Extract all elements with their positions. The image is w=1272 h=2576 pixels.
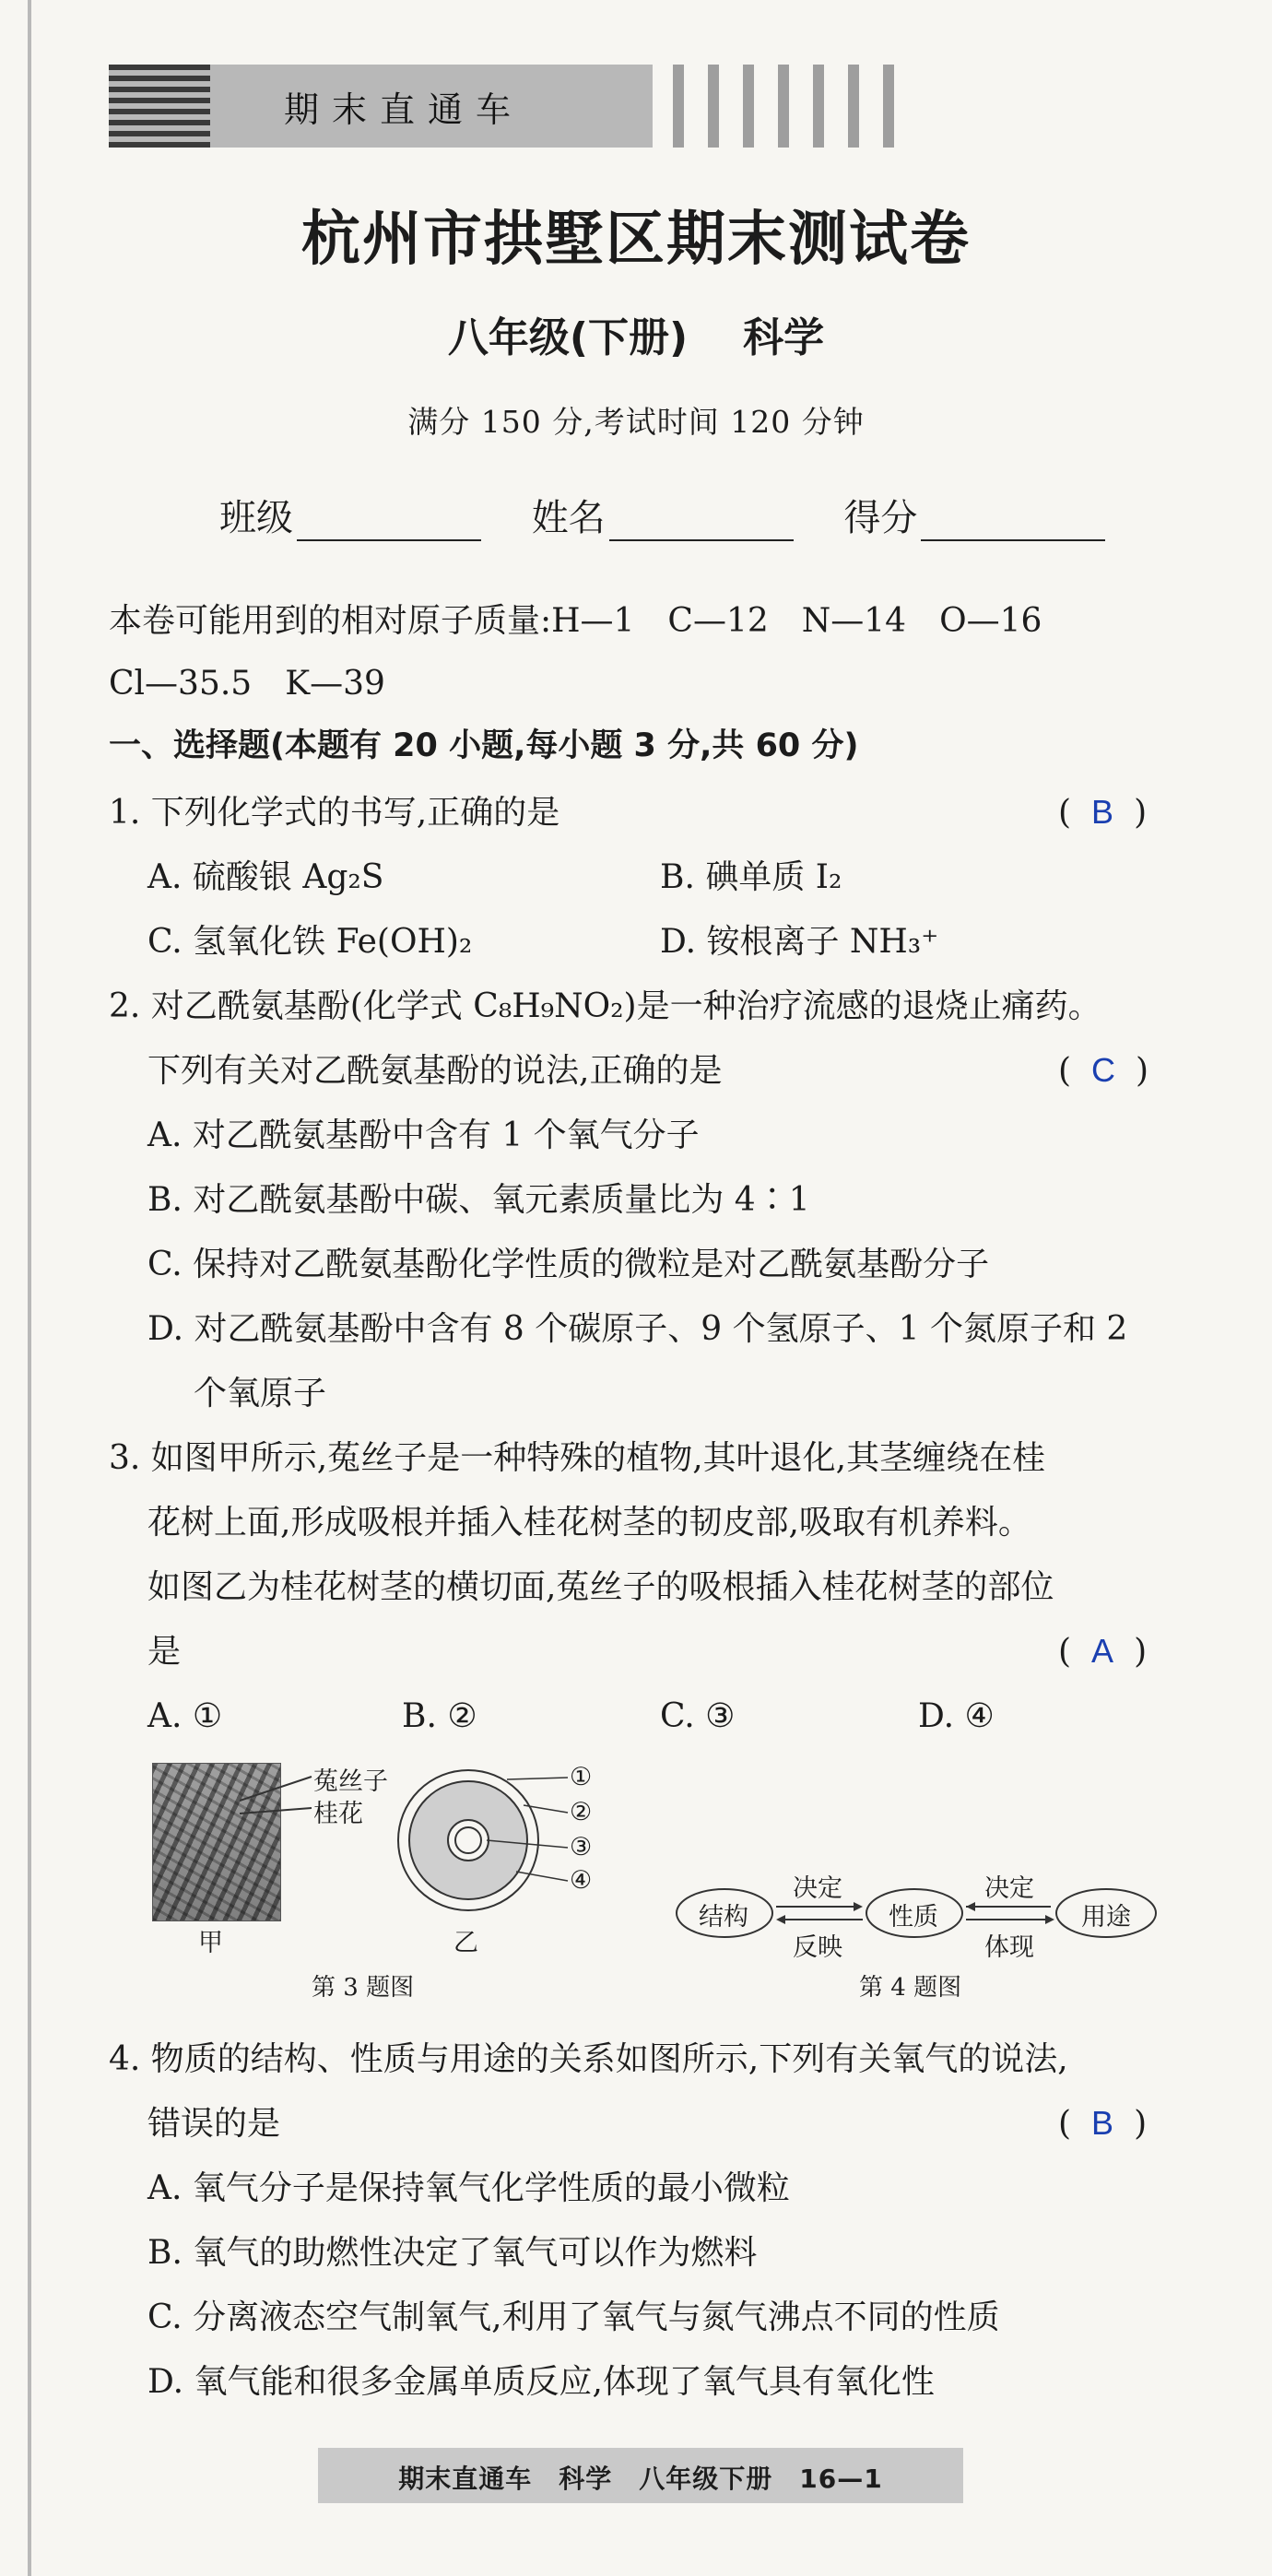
student-fields <box>219 489 1144 541</box>
atomic-mass-line1: 本卷可能用到的相对原子质量:H—1 C—12 N—14 O—16 <box>109 602 1042 640</box>
photo-leader-lines <box>240 1766 313 1821</box>
header-bars <box>673 65 922 148</box>
score-blank[interactable] <box>921 506 1105 541</box>
exam-info: 满分 150 分,考试时间 120 分钟 <box>407 404 865 440</box>
q3-option-b: B. ② <box>402 1697 477 1735</box>
q1-answer: ( B ) <box>1058 793 1148 832</box>
q3-stem-line3: 如图乙为桂花树茎的横切面,菟丝子的吸根插入桂花树茎的部位 <box>147 1568 1054 1606</box>
q1-option-c: C. 氢氧化铁 Fe(OH)₂ <box>147 923 473 961</box>
q2-option-d-line2: 个氧原子 <box>194 1375 327 1412</box>
q2-option-d-line1: D. 对乙酰氨基酚中含有 8 个碳原子、9 个氢原子、1 个氮原子和 2 <box>147 1310 1128 1348</box>
q1-option-b: B. 碘单质 I₂ <box>660 858 842 896</box>
class-blank[interactable] <box>297 506 481 541</box>
exam-subtitle <box>0 304 1272 363</box>
q3-stem-line1: 3. 如图甲所示,菟丝子是一种特殊的植物,其叶退化,其茎缠绕在桂 <box>109 1439 1046 1477</box>
q1-option-d: D. 铵根离子 NH₃⁺ <box>660 923 939 961</box>
ring-label-3: ③ <box>570 1833 593 1861</box>
label-osmanthus: 桂花 <box>313 1800 363 1828</box>
node-usage: 用途 <box>1081 1903 1131 1932</box>
name-label: 姓名 <box>531 497 606 539</box>
arrow-label-embody: 体现 <box>984 1933 1034 1962</box>
arrow-label-determine-2: 决定 <box>984 1874 1034 1903</box>
class-label: 班级 <box>219 497 293 539</box>
banner-title: 期末直通车 <box>284 89 524 130</box>
q4-option-c: C. 分离液态空气制氧气,利用了氧气与氮气沸点不同的性质 <box>147 2298 1000 2336</box>
q4-answer: ( B ) <box>1058 2104 1148 2143</box>
q4-stem-line2: 错误的是 <box>147 2105 281 2143</box>
banner-stripes <box>109 65 210 148</box>
arrow-label-determine-1: 决定 <box>793 1874 842 1903</box>
q3-option-a: A. ① <box>147 1697 223 1735</box>
q3-answer: ( A ) <box>1058 1632 1148 1671</box>
node-structure: 结构 <box>699 1903 748 1932</box>
q2-answer: ( C ) <box>1058 1051 1149 1090</box>
q2-option-b: B. 对乙酰氨基酚中碳、氧元素质量比为 4∶1 <box>147 1181 810 1219</box>
footer-text: 期末直通车 科学 八年级下册 16—1 <box>398 2464 883 2494</box>
q1-option-a: A. 硫酸银 Ag₂S <box>147 858 384 896</box>
q1-stem: 1. 下列化学式的书写,正确的是 <box>109 794 560 832</box>
ring-label-4: ④ <box>570 1866 593 1895</box>
label-yi: 乙 <box>453 1929 478 1957</box>
q2-stem-line2: 下列有关对乙酰氨基酚的说法,正确的是 <box>147 1052 723 1090</box>
subject-label: 科学 <box>743 314 825 361</box>
q3-stem-line2: 花树上面,形成吸根并插入桂花树茎的韧皮部,吸取有机养料。 <box>147 1504 1031 1542</box>
node-property: 性质 <box>889 1903 938 1932</box>
q4-stem-line1: 4. 物质的结构、性质与用途的关系如图所示,下列有关氧气的说法, <box>109 2040 1068 2078</box>
score-label: 得分 <box>843 497 918 539</box>
page-edge-rule <box>28 0 31 2576</box>
exam-title: 杭州市拱墅区期末测试卷 <box>301 206 971 274</box>
grade-label: 八年级(下册) <box>447 314 689 361</box>
q2-option-a: A. 对乙酰氨基酚中含有 1 个氧气分子 <box>147 1117 700 1154</box>
q3-stem-line4: 是 <box>147 1633 182 1671</box>
q4-option-d: D. 氧气能和很多金属单质反应,体现了氧气具有氧化性 <box>147 2363 935 2401</box>
ring-label-2: ② <box>570 1798 593 1826</box>
q2-stem-line1: 2. 对乙酰氨基酚(化学式 C₈H₉NO₂)是一种治疗流感的退烧止痛药。 <box>109 987 1101 1025</box>
header-banner <box>109 65 653 148</box>
q4-option-b: B. 氧气的助燃性决定了氧气可以作为燃料 <box>147 2234 758 2272</box>
q4-option-a: A. 氧气分子是保持氧气化学性质的最小微粒 <box>147 2169 790 2207</box>
atomic-mass-line2: Cl—35.5 K—39 <box>109 665 385 703</box>
q2-option-c: C. 保持对乙酰氨基酚化学性质的微粒是对乙酰氨基酚分子 <box>147 1246 990 1283</box>
q3-option-c: C. ③ <box>660 1697 736 1735</box>
arrow-label-reflect: 反映 <box>793 1933 842 1962</box>
q3-option-d: D. ④ <box>918 1697 995 1735</box>
name-blank[interactable] <box>609 506 794 541</box>
fig4-caption: 第 4 题图 <box>859 1974 962 2002</box>
ring-label-1: ① <box>570 1763 593 1791</box>
label-jia: 甲 <box>198 1929 223 1957</box>
page-footer <box>318 2448 963 2503</box>
fig3-caption: 第 3 题图 <box>312 1974 415 2002</box>
label-dodder: 菟丝子 <box>313 1767 388 1796</box>
section-heading: 一、选择题(本题有 20 小题,每小题 3 分,共 60 分) <box>109 727 859 764</box>
